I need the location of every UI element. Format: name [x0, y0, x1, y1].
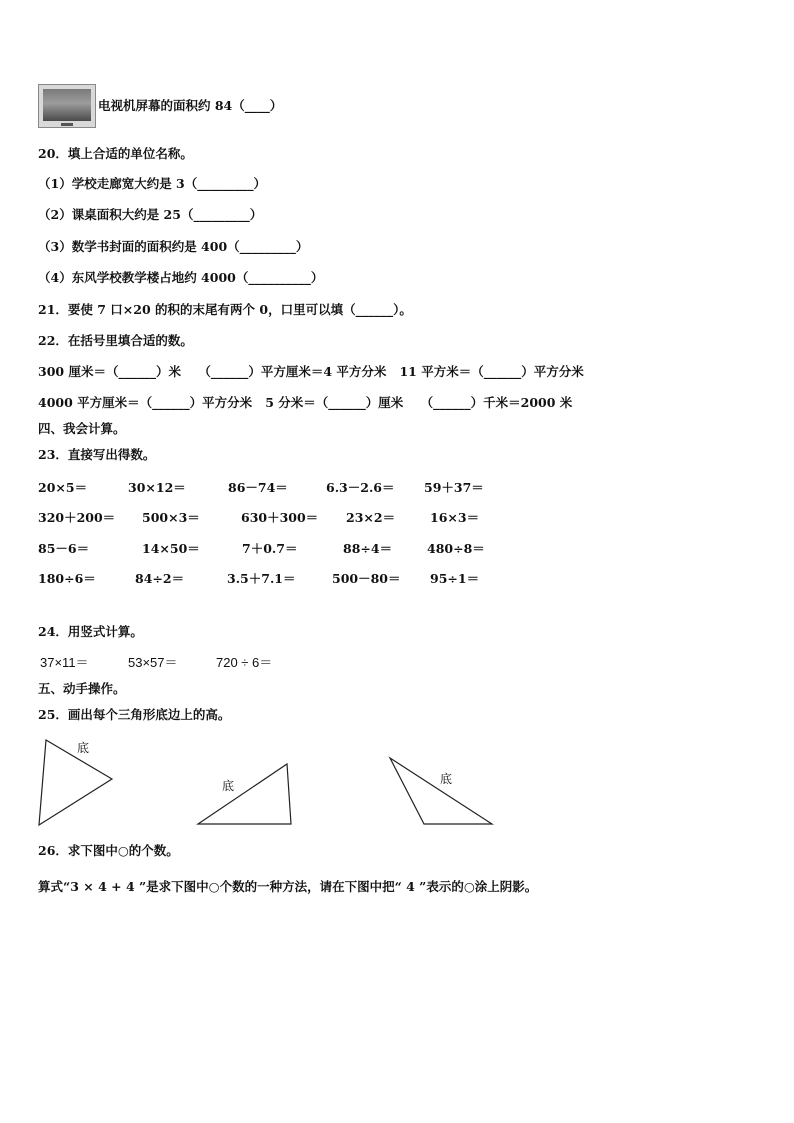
q26-text: 算式“3 × 4 + 4 ”是求下图中○个数的一种方法，请在下图中把“ 4 ”表示的○涂上阴影。: [38, 879, 538, 894]
calc-r4-c2: 84÷2＝: [135, 571, 185, 586]
q20-item-3: （3）数学书封面的面积约是 400（_________）: [38, 239, 309, 254]
section-5-title: 五、动手操作。: [38, 681, 126, 696]
triangle-1: [30, 735, 120, 830]
q24-title: 24．用竖式计算。: [38, 624, 143, 639]
calc-r1-c2: 30×12＝: [128, 480, 186, 495]
q20-item-1: （1）学校走廊宽大约是 3（_________）: [38, 176, 266, 191]
triangle-3-shape: [390, 758, 492, 824]
q19-text: 电视机屏幕的面积约 84（____）: [98, 98, 283, 113]
calc-r3-c3: 7＋0.7＝: [242, 541, 298, 556]
calc-r3-c2: 14×50＝: [142, 541, 200, 556]
calc-r1-c5: 59＋37＝: [424, 480, 484, 495]
q24-item-1: 37×11＝: [40, 655, 89, 670]
triangle-2: [192, 758, 297, 830]
triangle-2-shape: [198, 764, 291, 824]
q20-item-2: （2）课桌面积大约是 25（_________）: [38, 207, 263, 222]
calc-r4-c1: 180÷6＝: [38, 571, 96, 586]
q20-item-4: （4）东风学校教学楼占地约 4000（__________）: [38, 270, 324, 285]
calc-r4-c4: 500－80＝: [332, 571, 401, 586]
tv-screen-image: [38, 84, 96, 128]
triangle-3-base-label: 底: [440, 772, 453, 786]
section-4-title: 四、我会计算。: [38, 421, 126, 436]
calc-r2-c2: 500×3＝: [142, 510, 200, 525]
triangle-1-base-label: 底: [77, 741, 90, 755]
q23-title: 23．直接写出得数。: [38, 447, 156, 462]
triangle-1-shape: [39, 740, 112, 825]
calc-r4-c5: 95÷1＝: [430, 571, 480, 586]
q21-text: 21．要使 7 口×20 的积的末尾有两个 0，口里可以填（______）。: [38, 302, 412, 317]
calc-r4-c3: 3.5＋7.1＝: [227, 571, 296, 586]
calc-r3-c5: 480÷8＝: [427, 541, 485, 556]
tv-stand: [61, 123, 73, 126]
q22-line-1: 300 厘米＝（______）米 （______）平方厘米＝4 平方分米 11 平方米＝（______）平方分米: [38, 364, 584, 379]
calc-r1-c1: 20×5＝: [38, 480, 88, 495]
calc-r1-c3: 86－74＝: [228, 480, 288, 495]
calc-r2-c4: 23×2＝: [346, 510, 396, 525]
q24-item-2: 53×57＝: [128, 655, 178, 670]
calc-r2-c5: 16×3＝: [430, 510, 480, 525]
q22-line-2: 4000 平方厘米＝（______）平方分米 5 分米＝（______）厘米 （______）千米＝2000 米: [38, 395, 573, 410]
calc-r1-c4: 6.3－2.6＝: [326, 480, 395, 495]
q25-title: 25．画出每个三角形底边上的高。: [38, 707, 231, 722]
calc-r3-c4: 88÷4＝: [343, 541, 393, 556]
calc-r2-c1: 320＋200＝: [38, 510, 116, 525]
triangle-3: [384, 752, 499, 830]
q20-title: 20．填上合适的单位名称。: [38, 146, 193, 161]
q24-item-3: 720 ÷ 6＝: [216, 655, 273, 670]
calc-r3-c1: 85－6＝: [38, 541, 90, 556]
triangle-2-base-label: 底: [222, 779, 235, 793]
q26-title: 26．求下图中○的个数。: [38, 843, 179, 858]
q22-title: 22．在括号里填合适的数。: [38, 333, 193, 348]
tv-screen-display: [43, 89, 91, 121]
calc-r2-c3: 630＋300＝: [241, 510, 319, 525]
